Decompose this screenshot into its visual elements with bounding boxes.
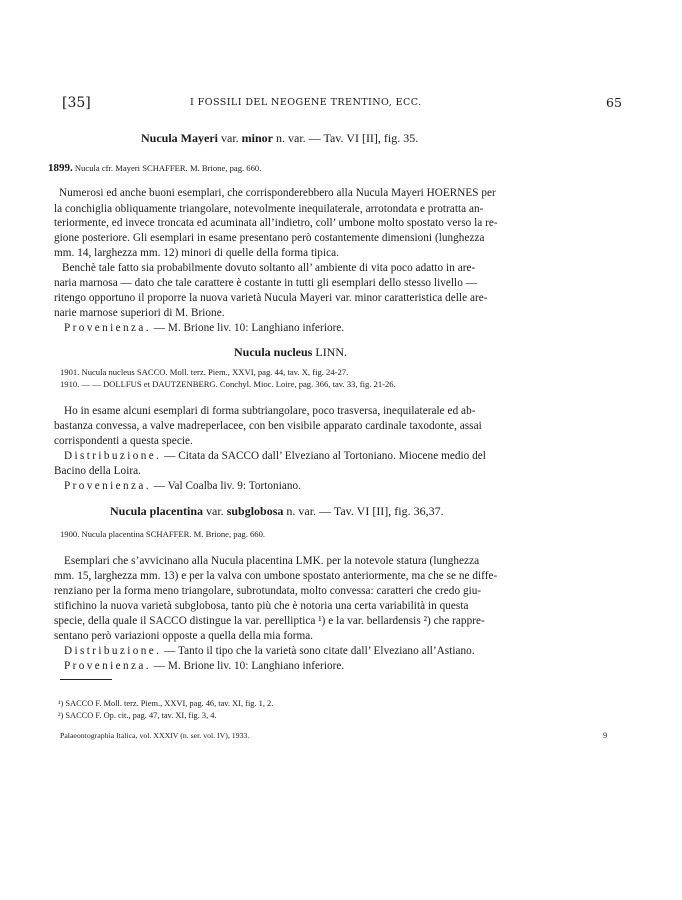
paragraph-line: stifichino la nuova varietà subglobosa, tanto più che è notoria una certa variabilità in questa [54,600,469,612]
paragraph-line: mm. 15, larghezza mm. 13) e per la valva con umbone spostato anteriormente, ma che se ne diffe- [54,570,498,582]
running-title: I FOSSILI DEL NEOGENE TRENTINO, ECC. [190,97,422,108]
synonymy-entry: 1901. Nucula nucleus SACCO. Moll. terz. Piem., XXVI, pag. 44, tav. X, fig. 24-27. [60,367,349,377]
provenance-line: Provenienza. — M. Brione liv. 10: Langhiano inferiore. [64,322,345,334]
paragraph-line: sentano però variazioni opposte a quella della mia forma. [54,630,314,642]
footnote-rule [60,679,112,680]
synonymy-entry: 1900. Nucula placentina SCHAFFER. M. Brione, pag. 660. [60,529,266,539]
page-number: 65 [606,95,622,110]
species-title-nucula-mayeri: Nucula Mayeri var. minor n. var. — Tav. VI [II], fig. 35. [141,131,419,145]
paragraph-line: Benchè tale fatto sia probabilmente dovuto soltanto all’ ambiente di vita poco adatto in are- [62,262,476,274]
paragraph-line: mm. 14, larghezza mm. 12) minori di quelle della forma tipica. [54,247,339,259]
species-title-nucula-placentina: Nucula placentina var. subglobosa n. var. — Tav. VI [II], fig. 36,37. [110,504,444,518]
paragraph-line: Esemplari che s’avvicinano alla Nucula placentina LMK. per la notevole statura (lunghezza [64,555,480,567]
paragraph-line: la conchiglia obliquamente triangolare, notevolmente inequilaterale, arrotondata e protratta an- [54,203,484,215]
paragraph-line: Ho in esame alcuni esemplari di forma subtriangolare, poco trasversa, inequilaterale ed ab- [64,405,476,417]
distribution-line: Bacino della Loira. [54,465,141,477]
footnote: ²) SACCO F. Op. cit., pag. 47, tav. XI, fig. 3, 4. [58,711,217,720]
provenance-line: Provenienza. — Val Coalba liv. 9: Tortoniano. [64,480,302,492]
paragraph-line: narie marnose superiori di M. Brione. [54,307,225,319]
footnote: ¹) SACCO F. Moll. terz. Piem., XXVI, pag. 46, tav. XI, fig. 1, 2. [58,699,274,708]
synonymy-entry: 1910. — — DOLLFUS et DAUTZENBERG. Conchyl. Mioc. Loire, pag. 366, tav. 33, fig. 21-26. [60,379,396,389]
paragraph-line: corrispondenti a questa specie. [54,435,193,447]
paragraph-line: bastanza convessa, a valve madreperlacee, con ben visibile apparato cardinale taxodonte, assai [54,420,482,432]
paragraph-line: renziano per la forma meno triangolare, subrotundata, molto convessa: caratteri che credo giu- [54,585,482,597]
paragraph-line: teriormente, ed invece troncata ed acuminata all’indietro, coll’ umbone molto spostato verso la re- [54,217,498,229]
paragraph-line: specie, della quale il SACCO distingue la var. perelliptica ¹) e la var. bellardensis ²) che rappre- [54,615,485,627]
distribution-line: Distribuzione. — Tanto il tipo che la varietà sono citate dall’ Elveziano all’Astiano. [64,645,475,657]
paragraph-line: Numerosi ed anche buoni esemplari, che corrisponderebbero alla Nucula Mayeri HOERNES per [59,187,496,199]
paragraph-line: ritengo opportuno il proporre la nuova varietà Nucula Mayeri var. minor caratteristica delle are- [54,292,488,304]
paragraph-line: naria marnosa — dato che tale carattere è costante in tutti gli esemplari dello stesso livello — [54,277,477,289]
sheet-signature: 9 [603,731,608,740]
provenance-line: Provenienza. — M. Brione liv. 10: Langhiano inferiore. [64,660,345,672]
synonymy-entry: 1899. Nucula cfr. Mayeri SCHAFFER. M. Brione, pag. 660. [48,162,262,174]
journal-footer: Palaeontographia Italica, vol. XXXIV (n. ser. vol. IV), 1933. [60,731,250,740]
page-ref: [35] [62,95,91,111]
species-title-nucula-nucleus: Nucula nucleus LINN. [234,345,348,359]
distribution-line: Distribuzione. — Citata da SACCO dall’ Elveziano al Tortoniano. Miocene medio del [64,450,486,462]
paragraph-line: gione posteriore. Gli esemplari in esame presentano però costantemente dimensioni (lunghezza [54,232,485,244]
